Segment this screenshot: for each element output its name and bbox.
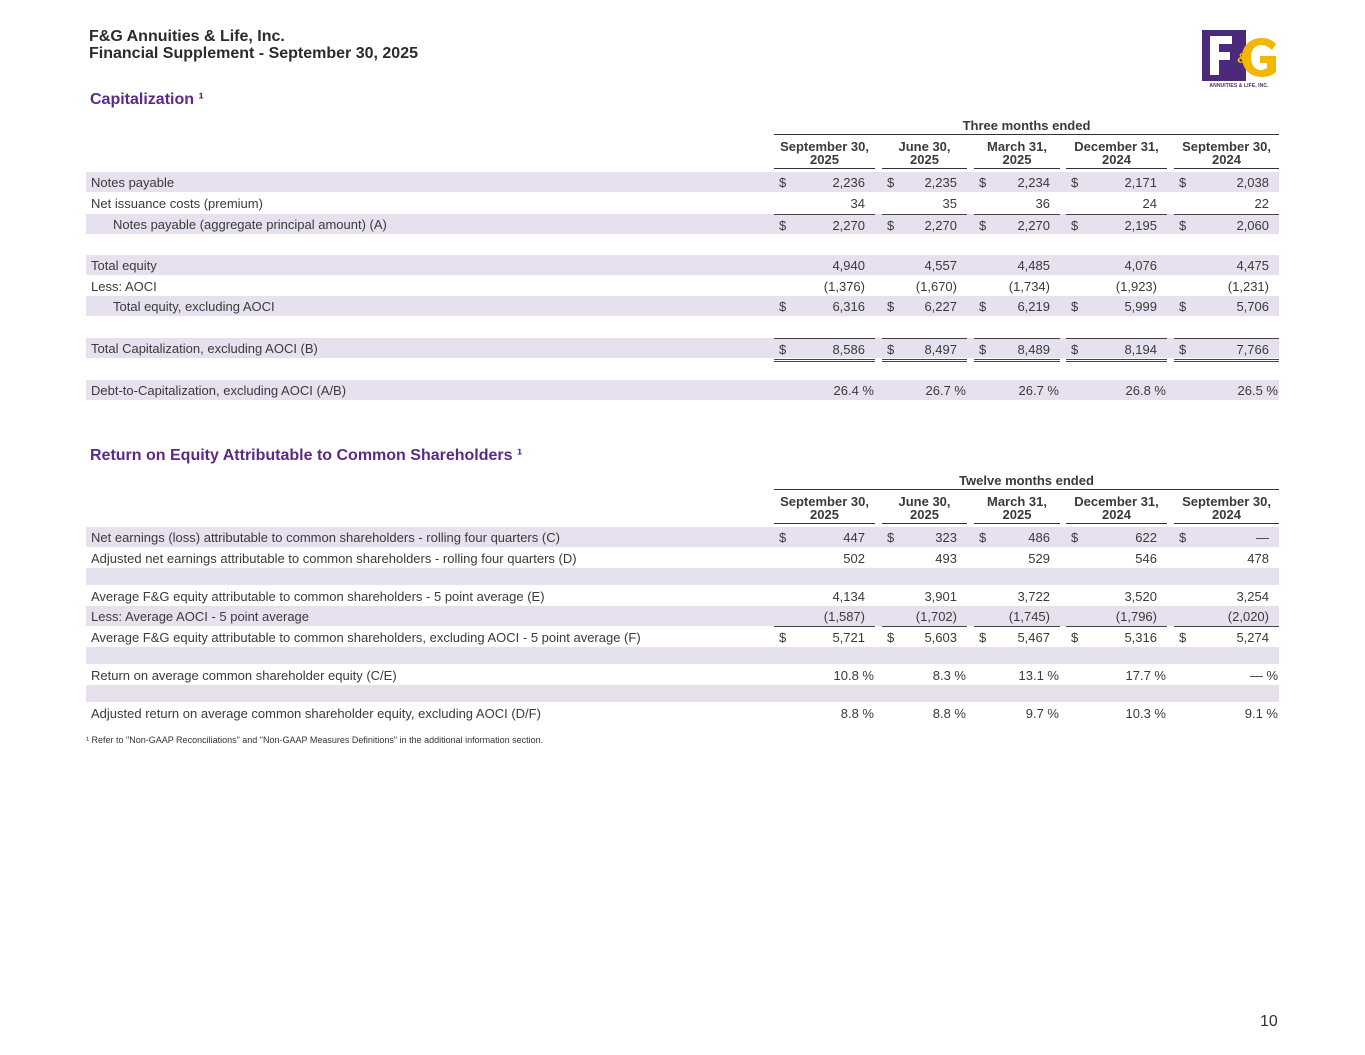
value-cell [1066, 548, 1167, 568]
cell-value: 3,901 [924, 589, 957, 604]
value-cell [774, 255, 875, 275]
cell-value: 2,236 [832, 175, 865, 190]
cell-value: 36 [1035, 196, 1050, 211]
group-header: Twelve months ended [774, 473, 1279, 490]
column-header-line2: 2025 [810, 152, 839, 167]
cell-value: 9.1 % [1244, 706, 1278, 721]
footnote: ¹ Refer to "Non-GAAP Reconciliations" and "Non-GAAP Measures Definitions" in the additional information section. [86, 735, 544, 745]
value-cell [1066, 380, 1167, 400]
cell-value: — [1256, 530, 1269, 545]
dollar-sign: $ [979, 218, 987, 233]
value-cell [774, 586, 875, 606]
cell-value: 478 [1247, 551, 1269, 566]
cell-value: 2,171 [1124, 175, 1157, 190]
cell-value: 35 [942, 196, 957, 211]
value-cell [1066, 193, 1167, 213]
value-cell [1066, 703, 1167, 723]
value-cell [774, 703, 875, 723]
table-row [86, 606, 1279, 626]
dollar-sign: $ [979, 342, 987, 357]
table-row [86, 665, 1279, 685]
cell-value: 4,076 [1124, 258, 1157, 273]
value-cell [974, 647, 1060, 667]
cell-value: 6,219 [1017, 299, 1050, 314]
cell-value: 529 [1028, 551, 1050, 566]
column-header-line1: December 31, [1074, 494, 1159, 509]
column-header-line1: September 30, [780, 139, 869, 154]
value-cell [1066, 276, 1167, 297]
column-header [974, 140, 1060, 169]
cell-value: 22 [1254, 196, 1269, 211]
column-header-line1: September 30, [1182, 494, 1271, 509]
page-number: 10 [1260, 1013, 1278, 1030]
cell-value: 4,134 [832, 589, 865, 604]
cell-value: 6,316 [832, 299, 865, 314]
value-cell [1174, 647, 1279, 667]
group-header: Three months ended [774, 118, 1279, 135]
cell-value: 5,274 [1236, 630, 1269, 645]
row-label: Notes payable [91, 175, 175, 190]
value-cell [774, 317, 875, 337]
value-cell [974, 568, 1060, 588]
cell-value: 26.5 % [1237, 383, 1278, 398]
value-cell [882, 685, 967, 705]
dollar-sign: $ [779, 342, 787, 357]
value-cell [974, 214, 1060, 235]
value-cell [882, 214, 967, 235]
dollar-sign: $ [887, 530, 895, 545]
value-cell [774, 647, 875, 667]
value-cell [882, 276, 967, 297]
dollar-sign: $ [979, 530, 987, 545]
row-label: Adjusted return on average common shareholder equity, excluding AOCI (D/F) [91, 706, 541, 721]
value-cell [882, 527, 967, 547]
table-row [86, 548, 1279, 568]
cell-value: 8,194 [1124, 342, 1157, 357]
dollar-sign: $ [1071, 342, 1079, 357]
table-row [86, 193, 1279, 213]
column-header-line1: December 31, [1074, 139, 1159, 154]
row-label: Debt-to-Capitalization, excluding AOCI (A/B) [91, 383, 347, 398]
table-row [86, 172, 1279, 192]
column-header-line2: 2025 [810, 507, 839, 522]
cell-value: 2,270 [1017, 218, 1050, 233]
value-cell [1066, 234, 1167, 254]
cell-value: 7,766 [1236, 342, 1269, 357]
dollar-sign: $ [1179, 530, 1187, 545]
cell-value: 8,497 [924, 342, 957, 357]
row-label: Total equity [91, 258, 157, 273]
cell-value: (1,923) [1115, 279, 1157, 294]
cell-value: 2,270 [832, 218, 865, 233]
svg-text:&: & [1237, 50, 1248, 67]
table-row [86, 255, 1279, 275]
cell-value: 24 [1142, 196, 1157, 211]
value-cell [1066, 586, 1167, 606]
value-cell [974, 380, 1060, 400]
dollar-sign: $ [779, 218, 787, 233]
value-cell [1066, 317, 1167, 337]
dollar-sign: $ [979, 175, 987, 190]
value-cell [774, 685, 875, 705]
value-cell [974, 548, 1060, 568]
row-label: Total Capitalization, excluding AOCI (B) [91, 341, 318, 356]
value-cell [1066, 172, 1167, 192]
value-cell [882, 193, 967, 213]
value-cell [882, 703, 967, 723]
column-header [1066, 140, 1167, 169]
dollar-sign: $ [1179, 342, 1187, 357]
table-row [86, 627, 1279, 647]
cell-value: 6,227 [924, 299, 957, 314]
dollar-sign: $ [779, 175, 787, 190]
value-cell [1174, 568, 1279, 588]
value-cell [974, 234, 1060, 254]
cell-value: (1,796) [1115, 609, 1157, 624]
row-label: Return on average common shareholder equity (C/E) [91, 668, 397, 683]
cell-value: 8.3 % [932, 668, 966, 683]
roe-title: Return on Equity Attributable to Common Shareholders ¹ [90, 447, 523, 464]
dollar-sign: $ [1179, 175, 1187, 190]
dollar-sign: $ [1071, 630, 1079, 645]
cell-value: 8.8 % [840, 706, 874, 721]
table-row [86, 586, 1279, 606]
dollar-sign: $ [887, 175, 895, 190]
cell-value: 4,485 [1017, 258, 1050, 273]
cell-value: 4,940 [832, 258, 865, 273]
value-cell [1174, 703, 1279, 723]
value-cell [974, 527, 1060, 547]
dollar-sign: $ [779, 530, 787, 545]
value-cell [974, 317, 1060, 337]
cell-value: 9.7 % [1025, 706, 1059, 721]
value-cell [774, 606, 875, 627]
value-cell [1066, 568, 1167, 588]
table-row [86, 317, 1279, 338]
value-cell [974, 276, 1060, 297]
dollar-sign: $ [887, 218, 895, 233]
cell-value: 2,195 [1124, 218, 1157, 233]
value-cell [1174, 685, 1279, 705]
cell-value: 622 [1135, 530, 1157, 545]
value-cell [1066, 296, 1167, 316]
cell-value: 34 [850, 196, 865, 211]
row-label: Notes payable (aggregate principal amount) (A) [113, 217, 387, 232]
table-row [86, 647, 1279, 664]
dollar-sign: $ [1071, 175, 1079, 190]
value-cell [774, 193, 875, 213]
dollar-sign: $ [1071, 218, 1079, 233]
value-cell [882, 296, 967, 316]
value-cell [774, 172, 875, 192]
capitalization-title: Capitalization ¹ [90, 91, 204, 108]
table-row [86, 568, 1279, 585]
column-header-line2: 2024 [1102, 507, 1131, 522]
value-cell [774, 665, 875, 685]
column-header [1066, 495, 1167, 524]
column-header-line2: 2025 [1002, 152, 1032, 167]
value-cell [1066, 255, 1167, 275]
dollar-sign: $ [1179, 630, 1187, 645]
dollar-sign: $ [1179, 299, 1187, 314]
cell-value: 8,586 [832, 342, 865, 357]
value-cell [1174, 193, 1279, 213]
fg-logo-mark-icon [1202, 30, 1276, 81]
value-cell [1174, 359, 1279, 379]
column-header-line2: 2025 [910, 152, 939, 167]
value-cell [774, 380, 875, 400]
value-cell [974, 606, 1060, 627]
value-cell [774, 234, 875, 254]
cell-value: 8,489 [1017, 342, 1050, 357]
value-cell [774, 296, 875, 316]
value-cell [1174, 214, 1279, 235]
table-row [86, 338, 1279, 358]
value-cell [882, 234, 967, 254]
value-cell [1174, 234, 1279, 254]
cell-value: 5,721 [832, 630, 865, 645]
cell-value: 546 [1135, 551, 1157, 566]
value-cell [882, 548, 967, 568]
column-header [882, 140, 967, 169]
cell-value: 26.7 % [925, 383, 966, 398]
cell-value: — % [1249, 668, 1278, 683]
table-row [86, 234, 1279, 255]
cell-value: 2,060 [1236, 218, 1269, 233]
cell-value: 486 [1028, 530, 1050, 545]
dollar-sign: $ [779, 630, 787, 645]
dollar-sign: $ [887, 299, 895, 314]
cell-value: 2,235 [924, 175, 957, 190]
dollar-sign: $ [979, 630, 987, 645]
column-header-line2: 2024 [1212, 152, 1241, 167]
column-header-line2: 2024 [1102, 152, 1131, 167]
cell-value: 2,270 [924, 218, 957, 233]
column-header [1174, 495, 1279, 524]
row-label: Average F&G equity attributable to common shareholders - 5 point average (E) [91, 589, 545, 604]
cell-value: (1,670) [915, 279, 957, 294]
value-cell [974, 665, 1060, 685]
dollar-sign: $ [1179, 218, 1187, 233]
cell-value: 2,038 [1236, 175, 1269, 190]
cell-value: (1,587) [823, 609, 865, 624]
cell-value: 502 [843, 551, 865, 566]
column-header-line2: 2024 [1212, 507, 1241, 522]
column-header-line1: September 30, [1182, 139, 1271, 154]
cell-value: 3,722 [1017, 589, 1050, 604]
value-cell [882, 665, 967, 685]
value-cell [1174, 586, 1279, 606]
value-cell [1174, 380, 1279, 400]
value-cell [1174, 255, 1279, 275]
value-cell [974, 193, 1060, 213]
cell-value: (2,020) [1227, 609, 1269, 624]
cell-value: 26.4 % [833, 383, 874, 398]
value-cell [1174, 665, 1279, 685]
column-header [774, 495, 875, 524]
fg-logo [1201, 30, 1277, 92]
dollar-sign: $ [1071, 530, 1079, 545]
value-cell [974, 586, 1060, 606]
cell-value: 3,520 [1124, 589, 1157, 604]
cell-value: 4,557 [924, 258, 957, 273]
cell-value: 8.8 % [932, 706, 966, 721]
column-header-line2: 2025 [1002, 507, 1032, 522]
value-cell [1066, 665, 1167, 685]
value-cell [774, 359, 875, 379]
cell-value: 5,603 [924, 630, 957, 645]
value-cell [1174, 296, 1279, 316]
value-cell [882, 359, 967, 379]
column-header [774, 140, 875, 169]
value-cell [974, 296, 1060, 316]
value-cell [882, 255, 967, 275]
table-row [86, 359, 1279, 380]
cell-value: 5,706 [1236, 299, 1269, 314]
dollar-sign: $ [779, 299, 787, 314]
value-cell [1066, 647, 1167, 667]
value-cell [1066, 685, 1167, 705]
value-cell [974, 685, 1060, 705]
table-row [86, 527, 1279, 547]
cell-value: (1,376) [823, 279, 865, 294]
cell-value: 26.8 % [1125, 383, 1166, 398]
cell-value: 323 [935, 530, 957, 545]
cell-value: 447 [843, 530, 865, 545]
row-label: Net earnings (loss) attributable to common shareholders - rolling four quarters (C) [91, 530, 560, 545]
value-cell [974, 255, 1060, 275]
value-cell [882, 380, 967, 400]
value-cell [1066, 214, 1167, 235]
column-header-line1: March 31, [987, 494, 1047, 509]
table-row [86, 296, 1279, 316]
dollar-sign: $ [979, 299, 987, 314]
cell-value: (1,231) [1227, 279, 1269, 294]
cell-value: 17.7 % [1125, 668, 1166, 683]
value-cell [882, 606, 967, 627]
cell-value: 26.7 % [1018, 383, 1059, 398]
value-cell [974, 703, 1060, 723]
column-header [1174, 140, 1279, 169]
value-cell [974, 359, 1060, 379]
value-cell [774, 214, 875, 235]
column-header [974, 495, 1060, 524]
table-row [86, 703, 1279, 723]
row-label: Total equity, excluding AOCI [113, 299, 275, 314]
value-cell [882, 586, 967, 606]
value-cell [774, 548, 875, 568]
value-cell [1174, 548, 1279, 568]
value-cell [882, 172, 967, 192]
dollar-sign: $ [887, 342, 895, 357]
cell-value: 3,254 [1236, 589, 1269, 604]
report-header [89, 28, 418, 62]
cell-value: 4,475 [1236, 258, 1269, 273]
row-label: Net issuance costs (premium) [91, 196, 263, 211]
cell-value: (1,745) [1008, 609, 1050, 624]
value-cell [882, 317, 967, 337]
cell-value: 10.3 % [1125, 706, 1166, 721]
value-cell [1174, 276, 1279, 297]
value-cell [974, 172, 1060, 192]
cell-value: 5,316 [1124, 630, 1157, 645]
column-header-line1: March 31, [987, 139, 1047, 154]
cell-value: 13.1 % [1018, 668, 1059, 683]
value-cell [1066, 527, 1167, 547]
value-cell [882, 568, 967, 588]
table-row [86, 380, 1279, 400]
value-cell [774, 527, 875, 547]
row-label: Less: AOCI [91, 279, 157, 294]
table-row [86, 276, 1279, 296]
column-header-line2: 2025 [910, 507, 939, 522]
company-name: F&G Annuities & Life, Inc. [89, 28, 285, 45]
row-label: Average F&G equity attributable to common shareholders, excluding AOCI - 5 point average (F) [91, 630, 641, 645]
cell-value: 2,234 [1017, 175, 1050, 190]
cell-value: (1,702) [915, 609, 957, 624]
cell-value: (1,734) [1008, 279, 1050, 294]
dollar-sign: $ [887, 630, 895, 645]
value-cell [774, 276, 875, 297]
cell-value: 10.8 % [833, 668, 874, 683]
table-row [86, 214, 1279, 234]
value-cell [882, 647, 967, 667]
row-label: Adjusted net earnings attributable to common shareholders - rolling four quarters (D) [91, 551, 577, 566]
value-cell [774, 568, 875, 588]
column-header-line1: June 30, [898, 139, 951, 154]
value-cell [1174, 172, 1279, 192]
cell-value: 5,467 [1017, 630, 1050, 645]
value-cell [1174, 606, 1279, 627]
value-cell [1174, 317, 1279, 337]
logo-tagline: ANNUITIES & LIFE, INC. [1209, 83, 1269, 89]
column-header-line1: June 30, [898, 494, 951, 509]
table-row [86, 685, 1279, 702]
value-cell [1174, 527, 1279, 547]
value-cell [1066, 606, 1167, 627]
value-cell [1066, 359, 1167, 379]
report-subtitle: Financial Supplement - September 30, 2025 [89, 45, 418, 62]
cell-value: 5,999 [1124, 299, 1157, 314]
cell-value: 493 [935, 551, 957, 566]
column-header-line1: September 30, [780, 494, 869, 509]
row-label: Less: Average AOCI - 5 point average [91, 609, 310, 624]
column-header [882, 495, 967, 524]
dollar-sign: $ [1071, 299, 1079, 314]
